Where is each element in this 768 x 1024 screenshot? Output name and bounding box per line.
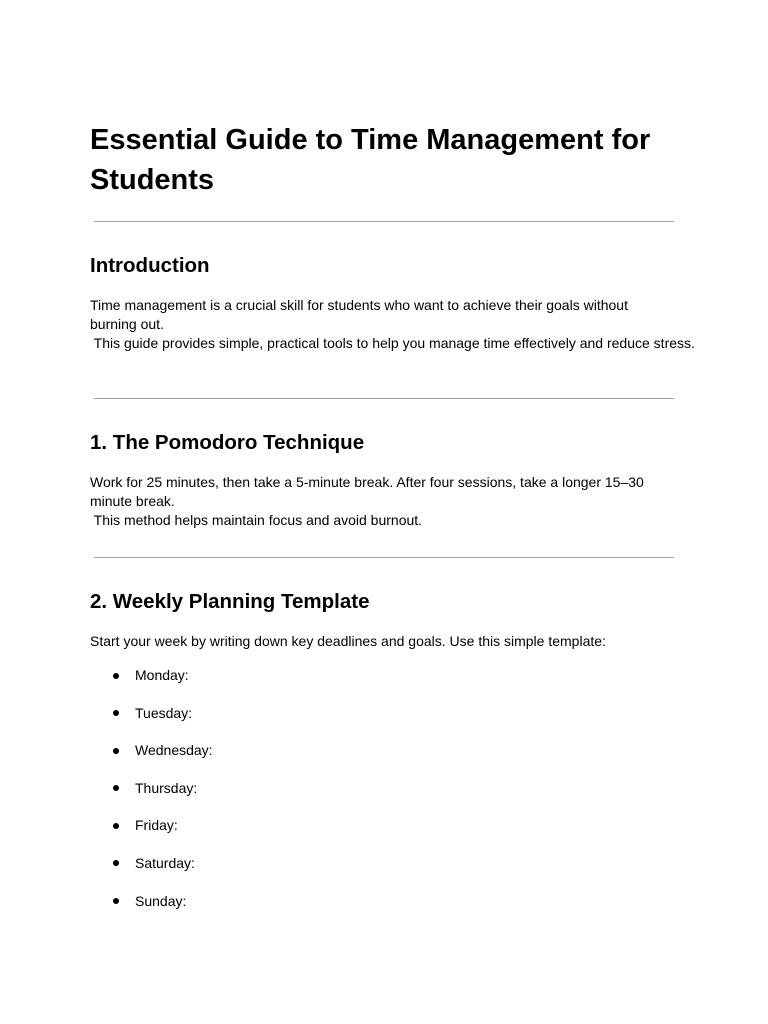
paragraph-line: Start your week by writing down key deadlines and goals. Use this simple template:	[90, 633, 606, 649]
paragraph-line: Time management is a crucial skill for students who want to achieve their goals without burning out.	[90, 297, 628, 332]
section-heading-pomodoro: 1. The Pomodoro Technique	[90, 431, 365, 454]
bullet-icon	[113, 673, 119, 679]
paragraph-line: This guide provides simple, practical tools to help you manage time effectively and reduce stress.	[90, 335, 695, 351]
section-divider	[94, 557, 674, 558]
weekly-planning-paragraph	[90, 632, 676, 651]
section-heading-introduction: Introduction	[90, 254, 210, 277]
list-item-label: Saturday:	[135, 854, 195, 871]
bullet-icon	[113, 898, 119, 904]
list-item-label: Monday:	[135, 667, 189, 683]
introduction-paragraph	[90, 296, 695, 353]
bullet-icon	[113, 748, 119, 754]
list-item-label: Tuesday:	[135, 704, 193, 721]
list-item-label: Friday:	[135, 817, 178, 834]
document-title: Essential Guide to Time Management for Students	[90, 124, 651, 196]
pomodoro-paragraph	[90, 473, 676, 530]
bullet-icon	[113, 823, 119, 829]
paragraph-line: Work for 25 minutes, then take a 5-minute break. After four sessions, take a longer 15–30 minute break.	[90, 474, 644, 509]
list-item-label: Wednesday:	[135, 742, 213, 759]
bullet-icon	[113, 860, 119, 866]
section-divider	[94, 398, 674, 399]
section-divider	[94, 221, 674, 222]
bullet-icon	[113, 785, 119, 791]
bullet-icon	[113, 710, 119, 716]
section-heading-weekly-planning: 2. Weekly Planning Template	[90, 590, 370, 613]
list-item-label: Thursday:	[135, 779, 198, 796]
paragraph-line: This method helps maintain focus and avoid burnout.	[90, 512, 423, 528]
list-item-label: Sunday:	[135, 892, 187, 909]
